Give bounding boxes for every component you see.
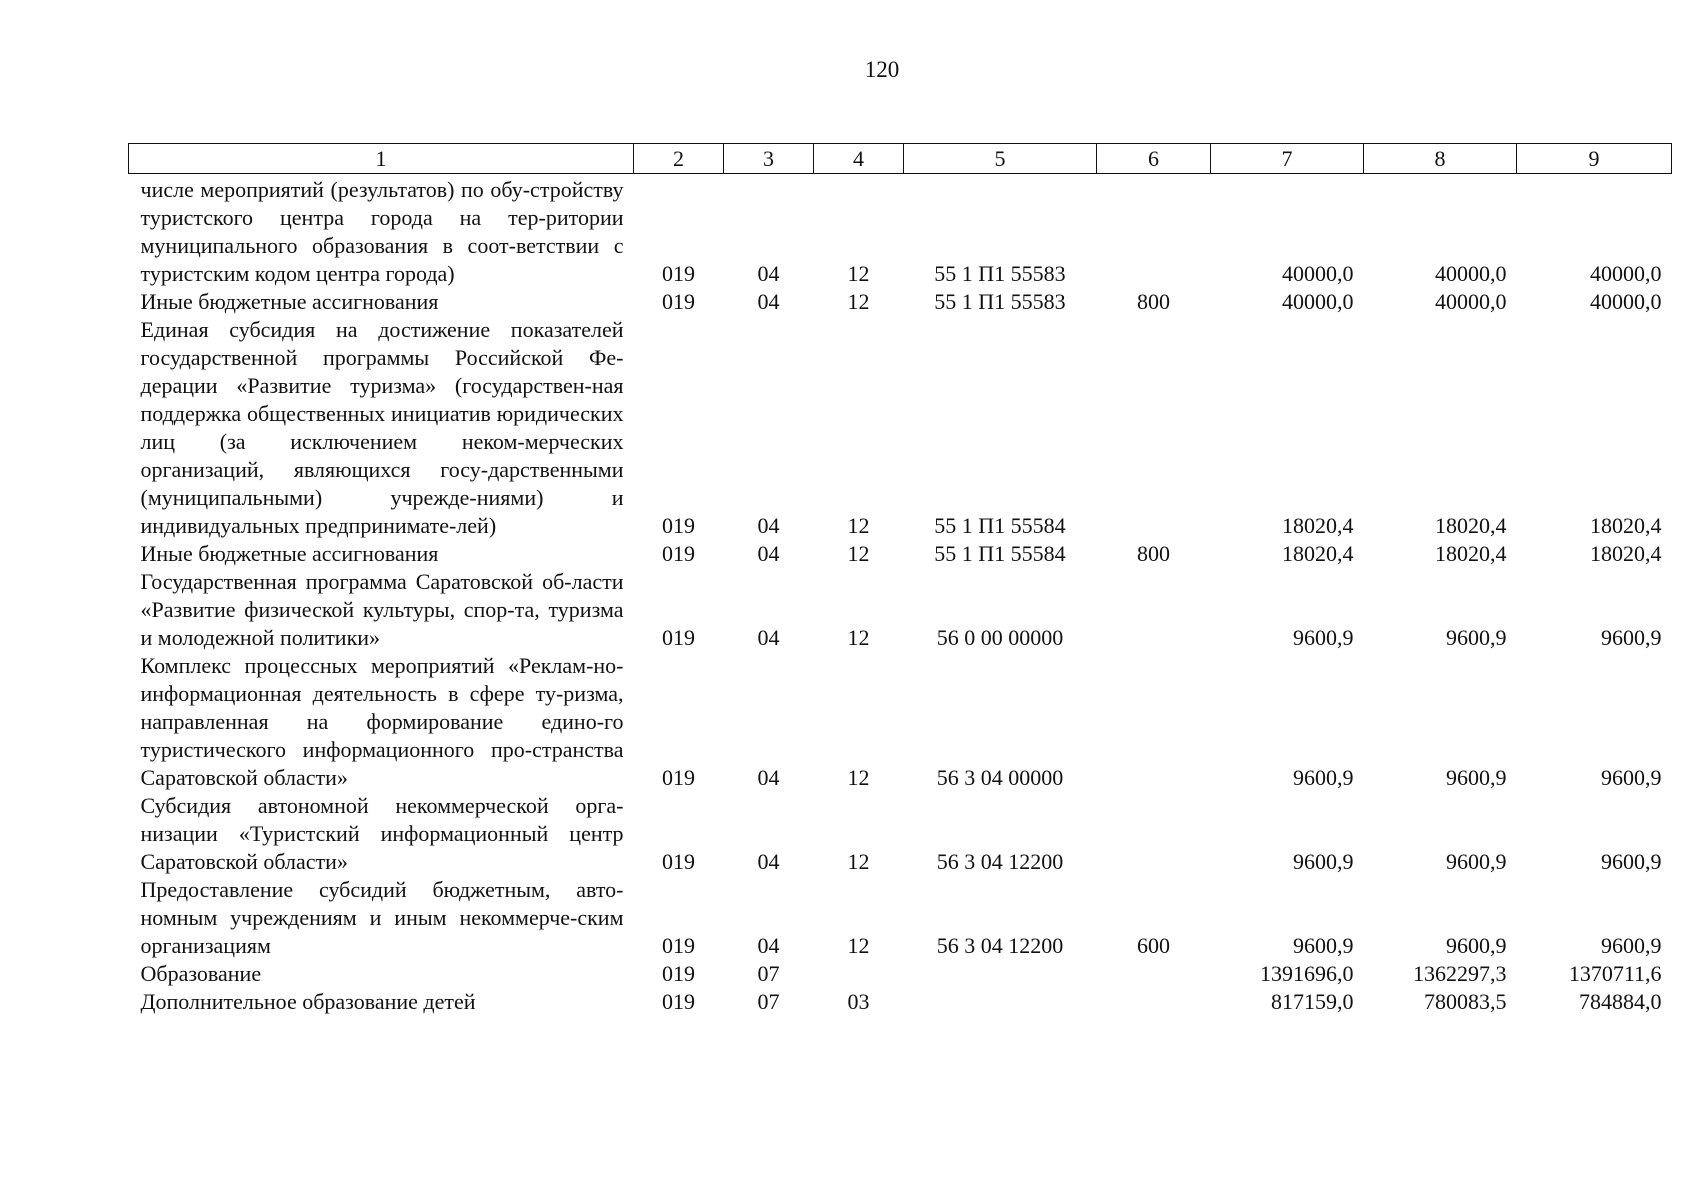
header-col-2: 2 — [634, 144, 724, 174]
target-code: 56 3 04 12200 — [936, 933, 1064, 958]
subsection-code: 12 — [847, 849, 870, 874]
table-row — [129, 316, 1672, 540]
subsection-code: 12 — [847, 625, 870, 650]
expense-type-code: 800 — [1137, 289, 1170, 314]
admin-code: 019 — [662, 989, 695, 1014]
amount-col-7: 18020,4 — [1282, 513, 1354, 538]
row-name: Субсидия автономной некоммерческой орга-низации «Туристский информационный центр Саратовской области» — [140, 793, 624, 874]
amount-col-7: 18020,4 — [1282, 541, 1354, 566]
amount-col-8: 1362297,3 — [1413, 961, 1507, 986]
header-row — [129, 144, 1672, 174]
amount-col-9: 18020,4 — [1590, 513, 1662, 538]
amount-col-7: 817159,0 — [1271, 989, 1354, 1014]
admin-code: 019 — [662, 849, 695, 874]
amount-col-7: 40000,0 — [1282, 261, 1354, 286]
table-row — [129, 652, 1672, 792]
expense-type-code — [1097, 988, 1211, 1016]
table-row — [129, 876, 1672, 960]
amount-col-7: 9600,9 — [1293, 849, 1354, 874]
table-header — [129, 144, 1672, 174]
amount-col-7: 9600,9 — [1293, 933, 1354, 958]
row-name: числе мероприятий (результатов) по обу-стройству туристского центра города на тер-ритории муниципального образования в соот-ветствии с туристским кодом центра города) — [140, 177, 624, 286]
table-row — [129, 288, 1672, 316]
amount-col-8: 9600,9 — [1446, 625, 1507, 650]
target-code: 55 1 П1 55584 — [934, 541, 1066, 566]
section-code: 04 — [757, 261, 780, 286]
amount-col-7: 1391696,0 — [1260, 961, 1354, 986]
amount-col-8: 40000,0 — [1435, 289, 1507, 314]
row-name: Предоставление субсидий бюджетным, авто-номным учреждениям и иным некоммерче-ским организациям — [140, 877, 624, 958]
row-name: Иные бюджетные ассигнования — [140, 541, 439, 566]
admin-code: 019 — [662, 933, 695, 958]
header-col-5: 5 — [904, 144, 1097, 174]
row-name: Иные бюджетные ассигнования — [140, 289, 439, 314]
amount-col-8: 9600,9 — [1446, 765, 1507, 790]
subsection-code: 12 — [847, 765, 870, 790]
admin-code: 019 — [662, 261, 695, 286]
table-body — [129, 174, 1672, 1017]
table-row — [129, 988, 1672, 1016]
admin-code: 019 — [662, 765, 695, 790]
amount-col-9: 9600,9 — [1601, 625, 1662, 650]
section-code: 07 — [757, 989, 780, 1014]
target-code — [904, 960, 1097, 988]
amount-col-8: 18020,4 — [1435, 541, 1507, 566]
table-row — [129, 792, 1672, 876]
section-code: 07 — [757, 961, 780, 986]
expense-type-code — [1097, 174, 1211, 289]
amount-col-9: 9600,9 — [1601, 849, 1662, 874]
admin-code: 019 — [662, 625, 695, 650]
row-name: Образование — [140, 961, 262, 986]
budget-table — [128, 143, 1672, 1016]
amount-col-9: 18020,4 — [1590, 541, 1662, 566]
table-row — [129, 568, 1672, 652]
expense-type-code — [1097, 568, 1211, 652]
section-code: 04 — [757, 765, 780, 790]
expense-type-code — [1097, 652, 1211, 792]
row-name: Единая субсидия на достижение показателей государственной программы Российской Фе-дерации «Развитие туризма» (государствен-ная поддержка общественных инициатив юридических лиц (за исключением неком-мерческих организаций, являющихся госу-дарственными (муниципальными) учрежде-ниями) и индивидуальных предпринимате-лей) — [140, 317, 624, 538]
subsection-code: 12 — [847, 289, 870, 314]
subsection-code: 12 — [847, 541, 870, 566]
section-code: 04 — [757, 625, 780, 650]
amount-col-9: 9600,9 — [1601, 933, 1662, 958]
section-code: 04 — [757, 289, 780, 314]
amount-col-8: 40000,0 — [1435, 261, 1507, 286]
target-code: 56 3 04 00000 — [936, 765, 1064, 790]
target-code: 56 3 04 12200 — [936, 849, 1064, 874]
row-name: Дополнительное образование детей — [140, 989, 476, 1014]
admin-code: 019 — [662, 961, 695, 986]
section-code: 04 — [757, 933, 780, 958]
target-code — [904, 988, 1097, 1016]
amount-col-9: 40000,0 — [1590, 261, 1662, 286]
subsection-code: 12 — [847, 933, 870, 958]
admin-code: 019 — [662, 541, 695, 566]
expense-type-code — [1097, 960, 1211, 988]
amount-col-9: 40000,0 — [1590, 289, 1662, 314]
header-col-3: 3 — [724, 144, 814, 174]
table-row — [129, 174, 1672, 289]
section-code: 04 — [757, 513, 780, 538]
header-col-9: 9 — [1517, 144, 1672, 174]
table-row — [129, 540, 1672, 568]
expense-type-code: 600 — [1137, 933, 1170, 958]
target-code: 55 1 П1 55583 — [934, 261, 1066, 286]
admin-code: 019 — [662, 513, 695, 538]
header-col-8: 8 — [1364, 144, 1517, 174]
target-code: 55 1 П1 55584 — [934, 513, 1066, 538]
admin-code: 019 — [662, 289, 695, 314]
target-code: 55 1 П1 55583 — [934, 289, 1066, 314]
table-row — [129, 960, 1672, 988]
amount-col-7: 9600,9 — [1293, 625, 1354, 650]
expense-type-code — [1097, 316, 1211, 540]
header-col-6: 6 — [1097, 144, 1211, 174]
amount-col-7: 40000,0 — [1282, 289, 1354, 314]
amount-col-9: 1370711,6 — [1568, 961, 1662, 986]
subsection-code — [814, 960, 904, 988]
subsection-code: 12 — [847, 261, 870, 286]
row-name: Комплекс процессных мероприятий «Реклам-но-информационная деятельность в сфере ту-ризма, направленная на формирование едино-го туристического информационного про-странства Саратовской области» — [140, 653, 624, 790]
amount-col-8: 18020,4 — [1435, 513, 1507, 538]
amount-col-9: 784884,0 — [1579, 989, 1662, 1014]
amount-col-8: 9600,9 — [1446, 849, 1507, 874]
subsection-code: 12 — [847, 513, 870, 538]
expense-type-code: 800 — [1137, 541, 1170, 566]
header-col-1: 1 — [129, 144, 634, 174]
row-name: Государственная программа Саратовской об-ласти «Развитие физической культуры, спор-та, туризма и молодежной политики» — [140, 569, 624, 650]
header-col-4: 4 — [814, 144, 904, 174]
amount-col-8: 780083,5 — [1424, 989, 1507, 1014]
amount-col-9: 9600,9 — [1601, 765, 1662, 790]
amount-col-8: 9600,9 — [1446, 933, 1507, 958]
page-number: 120 — [864, 57, 900, 82]
amount-col-7: 9600,9 — [1293, 765, 1354, 790]
subsection-code: 03 — [847, 989, 870, 1014]
section-code: 04 — [757, 849, 780, 874]
target-code: 56 0 00 00000 — [936, 625, 1064, 650]
header-col-7: 7 — [1211, 144, 1364, 174]
section-code: 04 — [757, 541, 780, 566]
expense-type-code — [1097, 792, 1211, 876]
